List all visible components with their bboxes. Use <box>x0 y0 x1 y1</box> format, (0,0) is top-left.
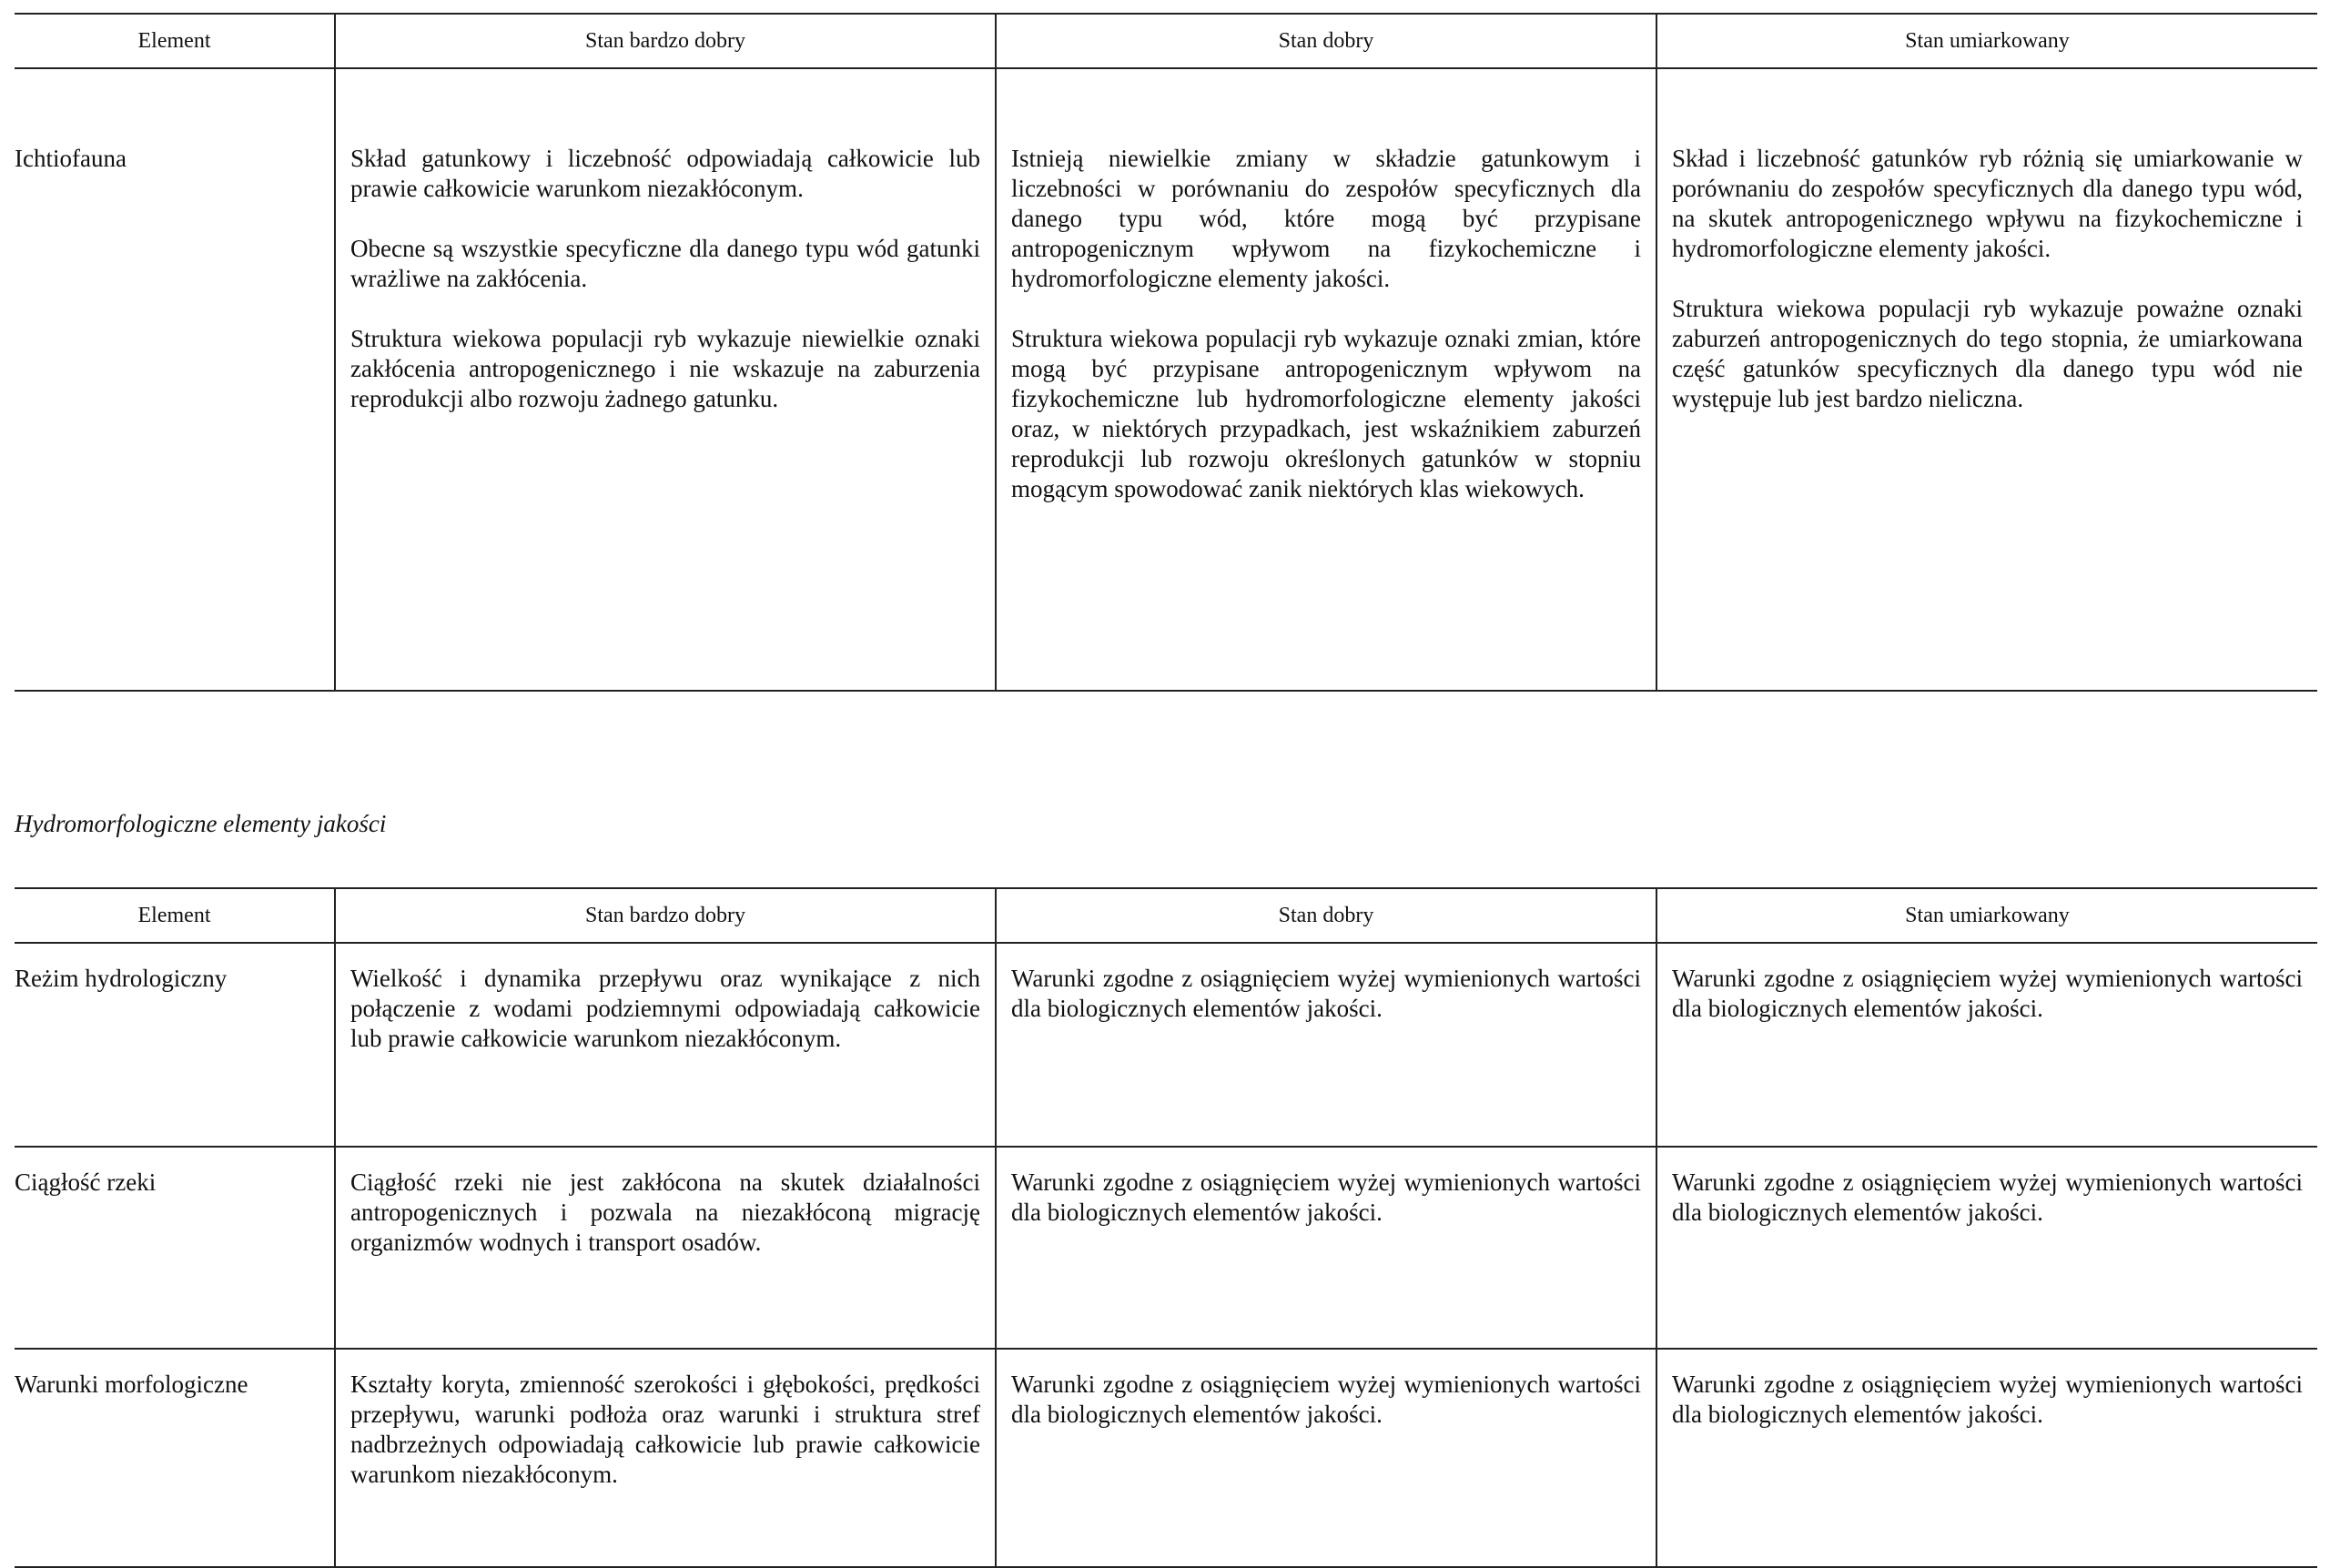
good-status-cell: Warunki zgodne z osiągnięciem wyżej wymienionych wartości dla biologicznych elementów jakości. <box>996 943 1656 1147</box>
moderate-status-cell: Warunki zgodne z osiągnięciem wyżej wymienionych wartości dla biologicznych elementów jakości. <box>1656 943 2317 1147</box>
column-header-moderate: Stan umiarkowany <box>1656 888 2317 943</box>
column-header-good: Stan dobry <box>996 14 1656 68</box>
table-row <box>15 943 2317 1147</box>
column-header-good: Stan dobry <box>996 888 1656 943</box>
table-row <box>15 1147 2317 1349</box>
good-status-cell: Warunki zgodne z osiągnięciem wyżej wymienionych wartości dla biologicznych elementów jakości. <box>996 1349 1656 1567</box>
moderate-status-cell <box>1656 68 2317 691</box>
ichtiofauna-table <box>15 13 2317 692</box>
element-name: Ciągłość rzeki <box>15 1147 335 1349</box>
paragraph: Istnieją niewielkie zmiany w składzie gatunkowym i liczebności w porównaniu do zespołów specyficznych dla danego typu wód, które mogą być przypisane antropogenicznym wpływom na fizykochemiczne i hydromorfologiczne elementy jakości. <box>1011 145 1641 292</box>
table-row <box>15 68 2317 691</box>
very-good-status-cell: Ciągłość rzeki nie jest zakłócona na skutek działalności antropogenicznych i pozwala na niezakłóconą migrację organizmów wodnych i transport osadów. <box>335 1147 996 1349</box>
table-header-row <box>15 14 2317 68</box>
element-name: Warunki morfologiczne <box>15 1349 335 1567</box>
paragraph: Skład i liczebność gatunków ryb różnią się umiarkowanie w porównaniu do zespołów specyficznych dla danego typu wód, na skutek antropogenicznego wpływu na fizykochemiczne i hydromorfologiczne elementy jakości. <box>1672 145 2303 262</box>
hydromorphological-table <box>15 887 2317 1568</box>
paragraph: Struktura wiekowa populacji ryb wykazuje oznaki zmian, które mogą być przypisane antropogenicznym wpływom na fizykochemiczne lub hydromorfologiczne elementy jakości oraz, w niektórych przypadkach, jest wskaźnikiem zaburzeń reprodukcji lub rozwoju określonych gatunków w stopniu mogącym spowodować zanik niektórych klas wiekowych. <box>1011 325 1641 502</box>
column-header-very-good: Stan bardzo dobry <box>335 14 996 68</box>
very-good-status-cell: Kształty koryta, zmienność szerokości i głębokości, prędkości przepływu, warunki podłoża oraz warunki i struktura stref nadbrzeżnych odpowiadają całkowicie lub prawie całkowicie warunkom niezakłóconym. <box>335 1349 996 1567</box>
good-status-cell: Warunki zgodne z osiągnięciem wyżej wymienionych wartości dla biologicznych elementów jakości. <box>996 1147 1656 1349</box>
moderate-status-cell: Warunki zgodne z osiągnięciem wyżej wymienionych wartości dla biologicznych elementów jakości. <box>1656 1147 2317 1349</box>
good-status-cell <box>996 68 1656 691</box>
column-header-very-good: Stan bardzo dobry <box>335 888 996 943</box>
element-name: Ichtiofauna <box>15 68 335 691</box>
paragraph: Struktura wiekowa populacji ryb wykazuje poważne oznaki zaburzeń antropogenicznych do tego stopnia, że umiarkowana część gatunków specyficznych dla danego typu wód nie występuje lub jest bardzo nieliczna. <box>1672 295 2303 412</box>
table-row <box>15 1349 2317 1567</box>
column-header-moderate: Stan umiarkowany <box>1656 14 2317 68</box>
table-header-row <box>15 888 2317 943</box>
very-good-status-cell <box>335 68 996 691</box>
section-heading: Hydromorfologiczne elementy jakości <box>15 810 387 837</box>
paragraph: Obecne są wszystkie specyficzne dla danego typu wód gatunki wrażliwe na zakłócenia. <box>350 235 980 292</box>
column-header-element: Element <box>15 14 335 68</box>
very-good-status-cell: Wielkość i dynamika przepływu oraz wynikające z nich połączenie z wodami podziemnymi odpowiadają całkowicie lub prawie całkowicie warunkom niezakłóconym. <box>335 943 996 1147</box>
column-header-element: Element <box>15 888 335 943</box>
paragraph: Struktura wiekowa populacji ryb wykazuje niewielkie oznaki zakłócenia antropogenicznego i nie wskazuje na zaburzenia reprodukcji albo rozwoju żadnego gatunku. <box>350 325 980 412</box>
paragraph: Skład gatunkowy i liczebność odpowiadają całkowicie lub prawie całkowicie warunkom niezakłóconym. <box>350 145 980 202</box>
element-name: Reżim hydrologiczny <box>15 943 335 1147</box>
moderate-status-cell: Warunki zgodne z osiągnięciem wyżej wymienionych wartości dla biologicznych elementów jakości. <box>1656 1349 2317 1567</box>
